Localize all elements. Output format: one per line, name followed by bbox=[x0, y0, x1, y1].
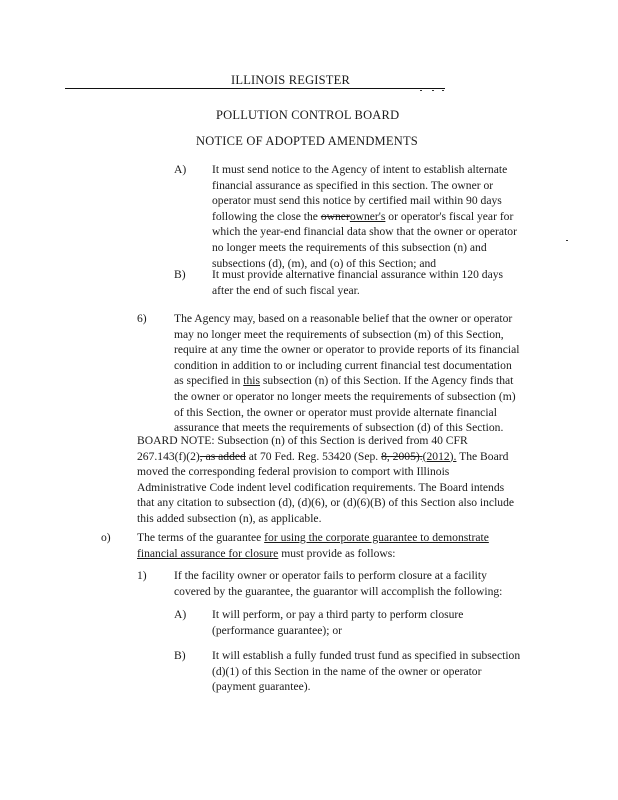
text-line: The Agency may, based on a reasonable belief that the owner or operator bbox=[174, 312, 513, 325]
struck-text: 8, 2005). bbox=[381, 449, 423, 463]
text-line: (payment guarantee). bbox=[212, 680, 311, 694]
text-line: the owner or operator no longer meets the requirements of subsection (m) bbox=[174, 389, 516, 403]
text-line: may no longer meet the requirements of subsection (m) of this Section, bbox=[174, 327, 504, 341]
text-line bbox=[212, 209, 517, 225]
text-span: The terms of the guarantee bbox=[137, 531, 265, 544]
paragraph bbox=[212, 648, 520, 695]
item-marker: A) bbox=[174, 608, 187, 621]
inserted-text: financial assurance for closure bbox=[137, 546, 279, 560]
struck-text: , as added bbox=[199, 449, 246, 463]
inserted-text: this bbox=[243, 374, 260, 388]
paragraph bbox=[174, 311, 519, 436]
text-line: of this Section, the owner or operator must provide alternate financial bbox=[174, 405, 497, 419]
text-line bbox=[137, 449, 514, 465]
text-span: as specified in bbox=[174, 374, 244, 388]
board-title: POLLUTION CONTROL BOARD bbox=[216, 108, 400, 122]
header-rule bbox=[65, 88, 445, 89]
text-line: It must send notice to the Agency of intent to establish alternate bbox=[212, 163, 508, 176]
text-line: moved the corresponding federal provision to comport with Illinois bbox=[137, 465, 450, 479]
text-line: that any citation to subsection (d), (d)(6), or (d)(6)(B) of this Section also include bbox=[137, 496, 515, 510]
paragraph bbox=[212, 162, 517, 271]
text-line bbox=[174, 373, 519, 389]
text-line: operator must send this notice by certified mail within 90 days bbox=[212, 194, 502, 208]
text-line: Administrative Code indent level codification requirements. The Board intends bbox=[137, 480, 505, 494]
text-span: 267.143(f)(2) bbox=[137, 449, 200, 463]
item-marker: B) bbox=[174, 268, 186, 281]
text-line: If the facility owner or operator fails to perform closure at a facility bbox=[174, 569, 487, 582]
text-line: It must provide alternative financial assurance within 120 days bbox=[212, 268, 504, 281]
text-line bbox=[137, 546, 489, 562]
text-line: after the end of such fiscal year. bbox=[212, 283, 360, 297]
text-line: no longer meets the requirements of this subsection (n) and bbox=[212, 240, 487, 254]
text-line: this added subsection (n), as applicable. bbox=[137, 511, 322, 525]
text-line: require at any time the owner or operator to provide reports of its financial bbox=[174, 343, 520, 357]
paragraph bbox=[174, 568, 502, 599]
register-title: ILLINOIS REGISTER bbox=[231, 73, 351, 87]
text-line: (d)(1) of this Section in the name of the owner or operator bbox=[212, 664, 482, 678]
text-line: condition in addition to or including current financial test documentation bbox=[174, 358, 512, 372]
struck-text: owner bbox=[320, 209, 350, 223]
notice-title: NOTICE OF ADOPTED AMENDMENTS bbox=[196, 134, 418, 148]
text-line: It will establish a fully funded trust fund as specified in subsection bbox=[212, 649, 521, 662]
board-note bbox=[137, 433, 514, 527]
text-line: which the year-end financial data show that the owner or operator bbox=[212, 225, 517, 239]
paragraph bbox=[212, 267, 503, 298]
text-span: must provide as follows: bbox=[278, 546, 396, 560]
scan-speck bbox=[566, 240, 568, 241]
inserted-text: for using the corporate guarantee to demonstrate bbox=[264, 531, 489, 544]
inserted-text: (2012). bbox=[422, 449, 457, 463]
text-line: covered by the guarantee, the guarantor will accomplish the following: bbox=[174, 584, 503, 598]
text-span: The Board bbox=[456, 449, 509, 463]
scan-speck bbox=[442, 90, 444, 91]
item-marker: 1) bbox=[137, 569, 147, 582]
text-span: subsection (n) of this Section. If the Agency finds that bbox=[259, 374, 514, 388]
item-marker: o) bbox=[101, 531, 111, 544]
scan-speck bbox=[432, 90, 434, 91]
text-line: BOARD NOTE: Subsection (n) of this Section is derived from 40 CFR bbox=[137, 434, 468, 447]
text-span: following the close the bbox=[212, 209, 321, 223]
text-line: financial assurance as specified in this section. The owner or bbox=[212, 178, 494, 192]
item-marker: A) bbox=[174, 163, 187, 176]
text-line: (performance guarantee); or bbox=[212, 623, 343, 637]
inserted-text: owner's bbox=[349, 209, 386, 223]
scan-speck bbox=[420, 90, 422, 91]
paragraph bbox=[137, 530, 489, 561]
text-line bbox=[137, 530, 489, 546]
paragraph bbox=[212, 607, 463, 638]
text-span: or operator's fiscal year for bbox=[385, 209, 514, 223]
text-line: subsections (d), (m), and (o) of this Section; and bbox=[212, 256, 437, 270]
text-span: at 70 Fed. Reg. 53420 (Sep. bbox=[245, 449, 382, 463]
item-marker: 6) bbox=[137, 312, 147, 325]
text-line: assurance that meets the requirements of subsection (d) of this Section. bbox=[174, 421, 504, 435]
text-line: It will perform, or pay a third party to perform closure bbox=[212, 608, 464, 621]
item-marker: B) bbox=[174, 649, 186, 662]
